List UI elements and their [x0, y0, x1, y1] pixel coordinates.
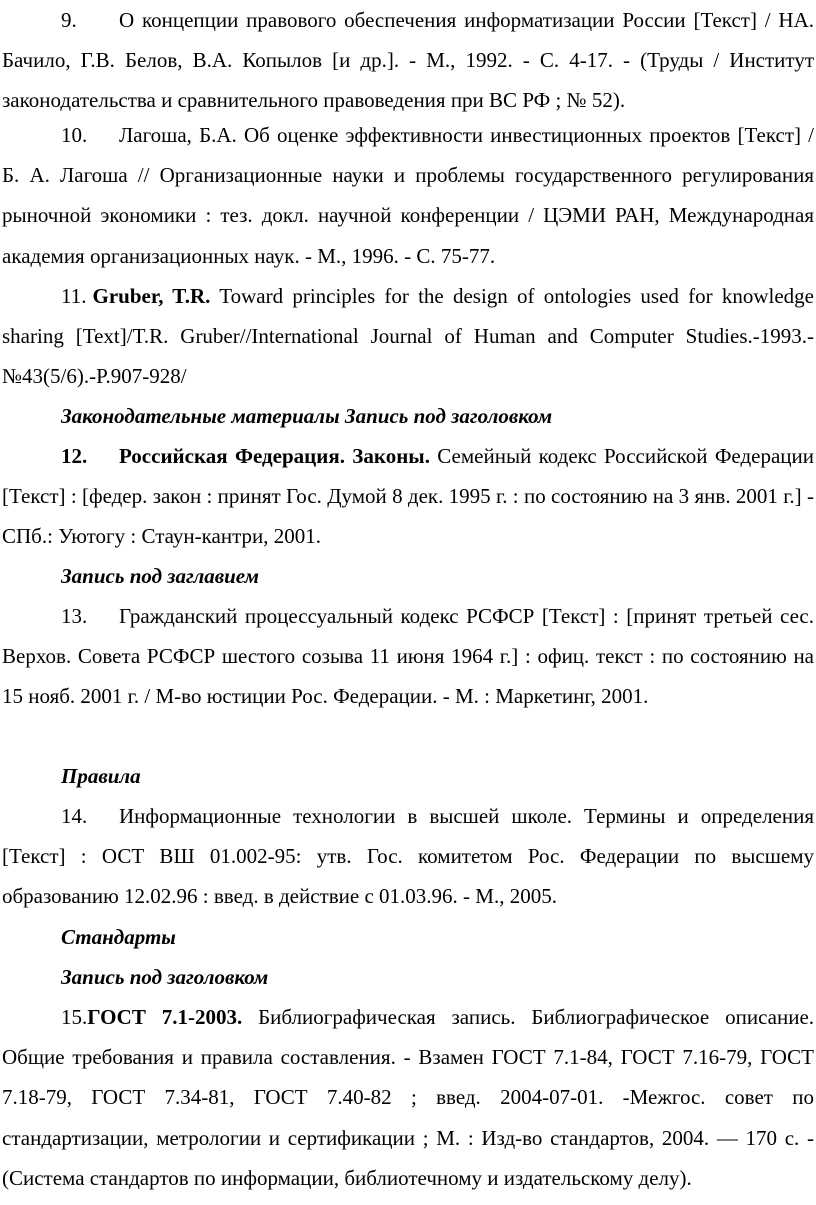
entry-number: 12.	[61, 444, 88, 468]
entry-text: Гражданский процессуальный кодекс РСФСР [Текст] : [принят третьей сес. Верхов. Совета РСФСР шестого созыва 11 июня 1964 г.] : офиц. текст : по состоянию на 15 нояб. 2001 г. / М-во юстиции Рос. Федерации. - М. : Маркетинг, 2001.	[2, 604, 814, 709]
entry-number: 11.	[61, 284, 87, 308]
bibliography-entry-10	[2, 115, 814, 276]
entry-text: О концепции правового обеспечения информатизации России [Текст] / НА. Бачило, Г.В. Белов, В.А. Копылов [и др.]. - М., 1992. - С. 4-17. - (Труды / Институт законодательства и сравнительного правоведения при ВС РФ ; № 52).	[2, 8, 814, 113]
entry-text: Семейный кодекс Российской Федерации [Текст] : [федер. закон : принят Гос. Думой 8 дек. 1995 г. : по состоянию на 3 янв. 2001 г.] - СПб.: Уютогу : Стаун-кантри, 2001.	[2, 444, 815, 549]
entry-author: Российская Федерация. Законы.	[119, 444, 430, 468]
entry-number: 13.	[61, 604, 88, 628]
section-heading-by-heading: Запись под заголовком	[61, 965, 269, 989]
entry-author: ГОСТ 7.1-2003.	[87, 1005, 243, 1029]
entry-author: Gruber, T.R.	[92, 284, 211, 308]
section-heading-by-title: Запись под заглавием	[61, 564, 259, 588]
bibliography-entry-9	[2, 0, 814, 121]
entry-number: 10.	[61, 123, 88, 147]
entry-text: Toward principles for the design of ontologies used for knowledge sharing [Text]/T.R. Gruber//International Journal of Human and Computer Studies.-1993.-№43(5/6).-P.907-928/	[2, 284, 814, 389]
bibliography-entry-14	[2, 796, 814, 917]
bibliography-entry-11	[2, 276, 814, 397]
entry-text: Лагоша, Б.А. Об оценке эффективности инвестиционных проектов [Текст] / Б. А. Лагоша // Организационные науки и проблемы государственного регулирования рыночной экономики : тез. докл. научной конференции / ЦЭМИ РАН, Международная академия организационных наук. - М., 1996. - С. 75-77.	[2, 123, 814, 268]
section-heading-legislative: Законодательные материалы Запись под заголовком	[61, 404, 553, 428]
bibliography-entry-13	[2, 596, 814, 717]
entry-text: Библиографическая запись. Библиографическое описание. Общие требования и правила составления. - Взамен ГОСТ 7.1-84, ГОСТ 7.16-79, ГОСТ 7.18-79, ГОСТ 7.34-81, ГОСТ 7.40-82 ; введ. 2004-07-01. -Межгос. совет по стандартизации, метрологии и сертификации ; М. : Изд-во стандартов, 2004. — 170 с. - (Система стандартов по информации, библиотечному и издательскому делу).	[2, 1005, 815, 1190]
entry-number: 9.	[61, 8, 77, 32]
entry-number: 15.	[61, 1005, 88, 1029]
section-heading-standards: Стандарты	[61, 925, 176, 949]
entry-text: Информационные технологии в высшей школе. Термины и определения [Текст] : ОСТ ВШ 01.002-95: утв. Гос. комитетом Рос. Федерации по высшему образованию 12.02.96 : введ. в действие с 01.03.96. - М., 2005.	[2, 804, 814, 909]
bibliography-entry-15	[2, 997, 814, 1198]
section-heading-rules: Правила	[61, 764, 141, 788]
entry-number: 14.	[61, 804, 88, 828]
bibliography-entry-12	[2, 436, 814, 557]
